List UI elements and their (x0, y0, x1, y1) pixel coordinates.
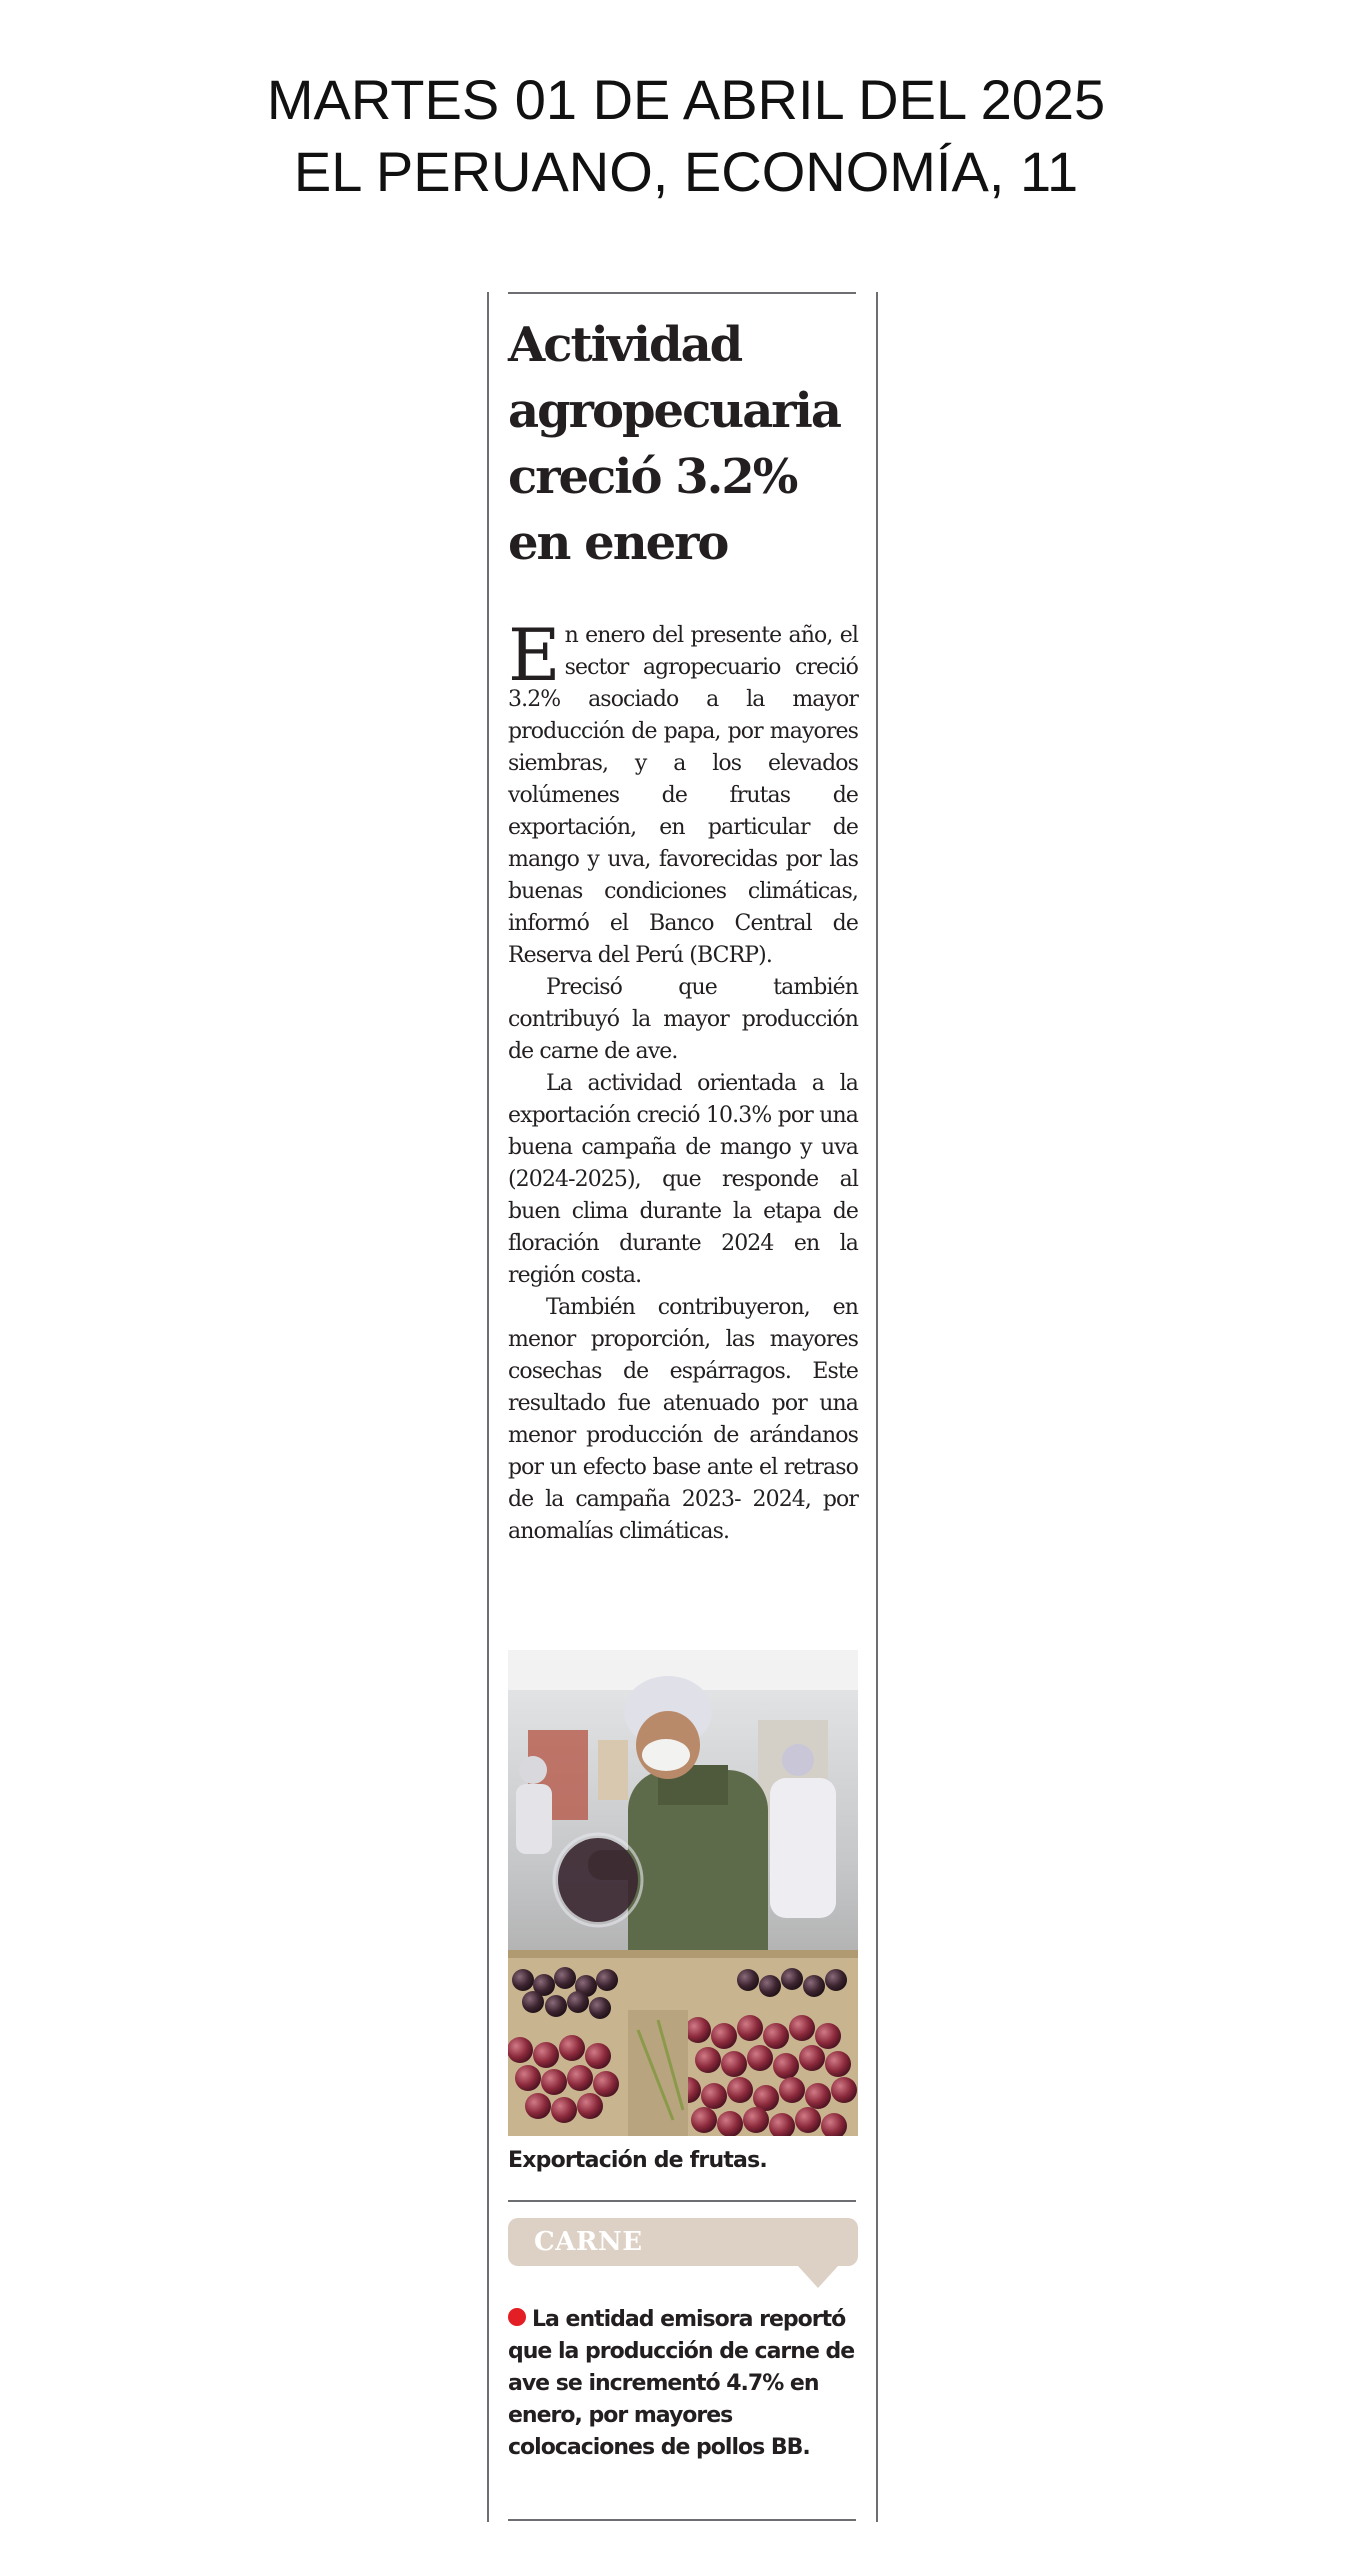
headline (508, 312, 858, 576)
date-line: MARTES 01 DE ABRIL DEL 2025 (266, 68, 1106, 131)
headline-line-1: Actividad (508, 317, 742, 373)
paragraph-3: La actividad orientada a la exportación creció 10.3% por una buena campaña de mango y uva (2024-2025), que responde al buen clima durante la etapa de floración durante 2024 en la región costa. (508, 1071, 858, 1288)
headline-line-3: creció 3.2% (508, 449, 797, 505)
section-line: EL PERUANO, ECONOMÍA, 11 (293, 140, 1079, 203)
photo-caption: Exportación de frutas. (508, 2148, 767, 2173)
dropcap: E (508, 613, 561, 697)
paragraph-2: Precisó que también contribuyó la mayor producción de carne de ave. (508, 975, 858, 1064)
sidebar-tag-label: CARNE (534, 2227, 643, 2257)
photo-illustration (508, 1650, 858, 2136)
sidebar-text-body: La entidad emisora reportó que la producción de carne de ave se incrementó 4.7% en enero, por mayores colocaciones de pollos BB. (508, 2307, 855, 2460)
top-rule (508, 292, 856, 294)
paragraph-4: También contribuyeron, en menor proporción, las mayores cosechas de espárragos. Este resultado fue atenuado por una menor producción de arándanos por un efecto base ante el retraso de la campaña 2023- 2024, por anomalías climáticas. (508, 1295, 858, 1544)
article-body (508, 613, 858, 1548)
page-header (0, 64, 1372, 208)
sidebar-tag (508, 2218, 858, 2266)
paragraph-1 (508, 613, 858, 972)
sidebar-text (508, 2304, 858, 2464)
photo-grape-packing (508, 1650, 858, 2136)
column-rule-left (487, 292, 489, 2522)
sidebar-tag-pointer (798, 2266, 838, 2288)
paragraph-1-text: n enero del presente año, el sector agropecuario creció 3.2% asociado a la mayor producción de papa, por mayores siembras, y a los elevados volúmenes de frutas de exportación, en particular de mango y uva, favorecidas por las buenas condiciones climáticas, informó el Banco Central de Reserva del Perú (BCRP). (508, 623, 858, 968)
bottom-rule (508, 2519, 856, 2521)
mid-rule (508, 2200, 856, 2202)
headline-line-4: en enero (508, 515, 728, 571)
article (508, 312, 858, 1548)
headline-line-2: agropecuaria (508, 383, 840, 439)
red-bullet-icon (508, 2308, 526, 2326)
column-rule-right (876, 292, 878, 2522)
